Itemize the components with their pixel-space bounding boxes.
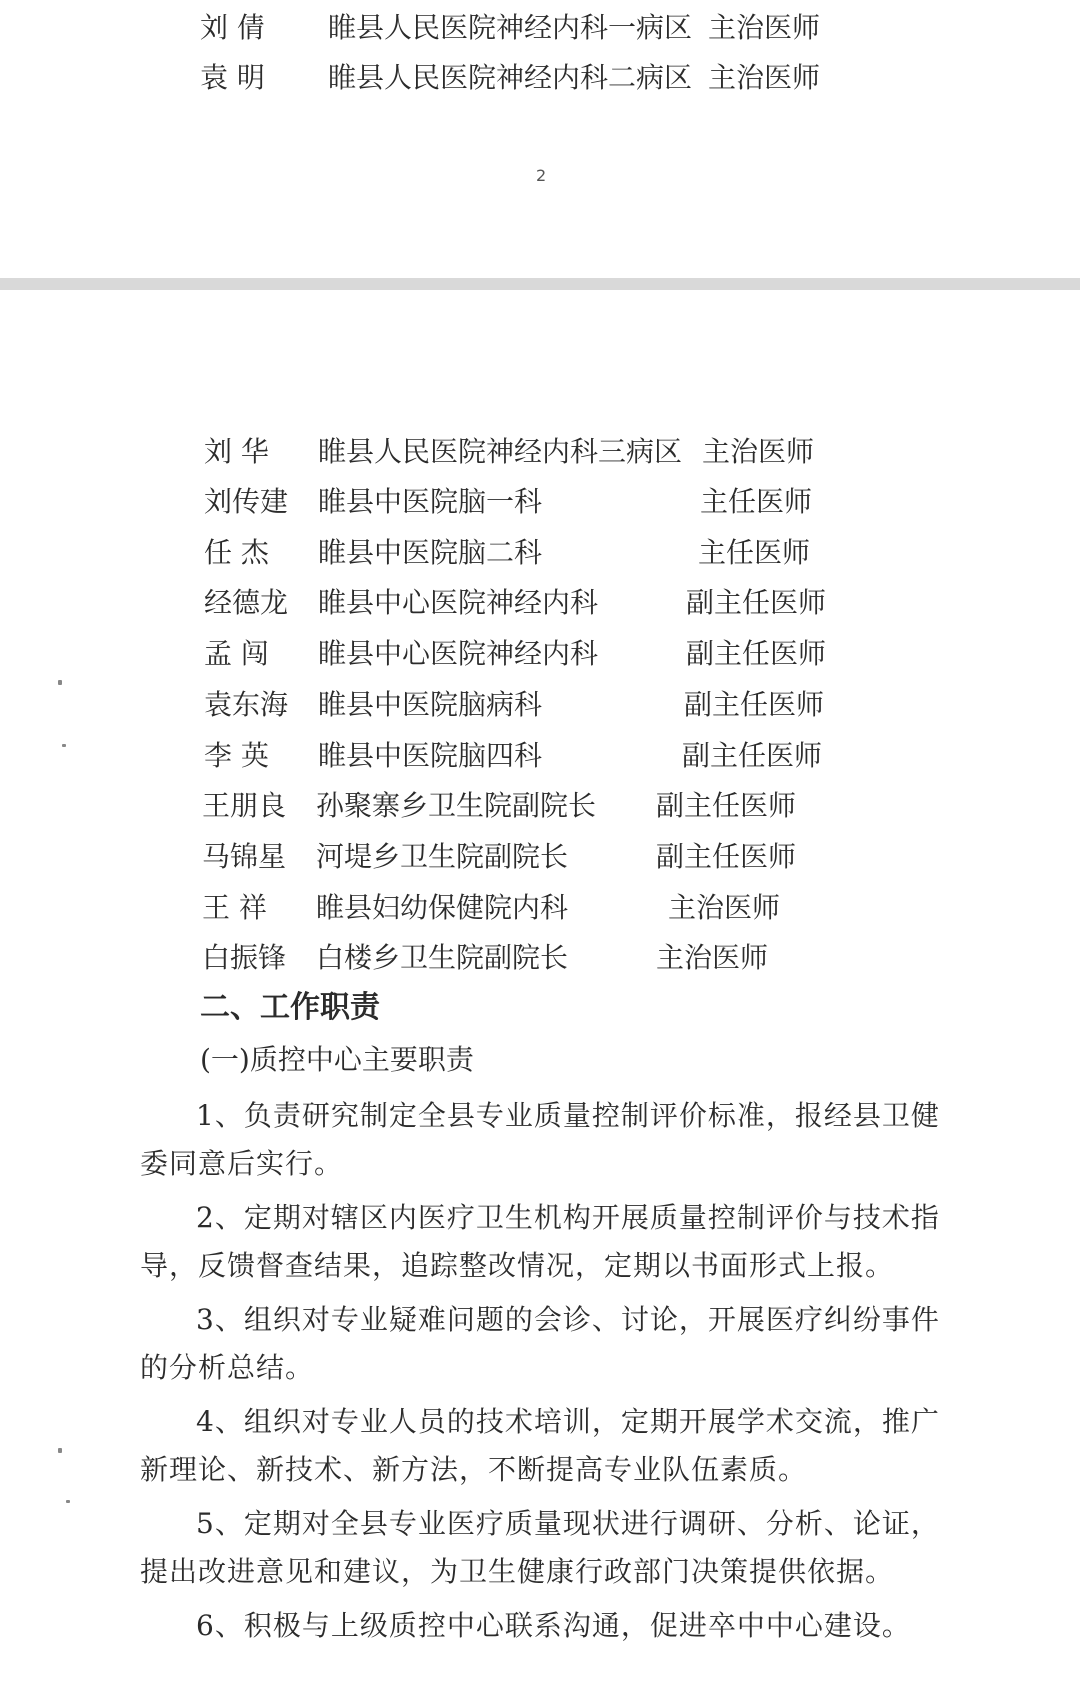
staff-title: 主任医师 xyxy=(698,536,811,569)
staff-title: 主治医师 xyxy=(708,61,821,94)
staff-name: 孟 闯 xyxy=(204,637,269,670)
staff-organization: 白楼乡卫生院副院长 xyxy=(316,941,569,974)
staff-title: 主治医师 xyxy=(656,941,769,974)
staff-organization: 河堤乡卫生院副院长 xyxy=(316,840,569,873)
staff-title: 副主任医师 xyxy=(686,637,827,670)
staff-organization: 孙聚寨乡卫生院副院长 xyxy=(316,789,597,822)
duty-line: 的分析总结。 xyxy=(140,1351,315,1384)
duty-paragraph xyxy=(140,1296,940,1392)
staff-organization: 睢县妇幼保健院内科 xyxy=(316,891,569,924)
staff-name: 任 杰 xyxy=(204,536,269,569)
staff-organization: 睢县人民医院神经内科二病区 xyxy=(328,61,693,94)
staff-title: 副主任医师 xyxy=(684,688,825,721)
duty-paragraph xyxy=(140,1092,940,1188)
staff-title: 主任医师 xyxy=(700,485,813,518)
duty-line: 委同意后实行。 xyxy=(140,1147,344,1180)
duty-line: 新理论、新技术、新方法，不断提高专业队伍素质。 xyxy=(140,1453,808,1486)
staff-title: 主治医师 xyxy=(708,11,821,44)
staff-name: 白振锋 xyxy=(202,941,287,974)
duty-line: 4、组织对专业人员的技术培训，定期开展学术交流，推广 xyxy=(196,1405,940,1438)
scan-speck xyxy=(62,744,66,747)
section-heading: 二、工作职责 xyxy=(200,990,380,1025)
staff-name: 刘传建 xyxy=(204,485,289,518)
staff-name: 刘 华 xyxy=(204,435,269,468)
staff-organization: 睢县中医院脑一科 xyxy=(318,485,543,518)
staff-organization: 睢县中心医院神经内科 xyxy=(318,637,599,670)
staff-title: 副主任医师 xyxy=(656,789,797,822)
staff-title: 副主任医师 xyxy=(682,739,823,772)
staff-name: 刘 倩 xyxy=(200,11,265,44)
staff-name: 王 祥 xyxy=(202,891,267,924)
page-top-fragment xyxy=(0,0,1080,278)
duty-line: 导，反馈督查结果，追踪整改情况，定期以书面形式上报。 xyxy=(140,1249,895,1282)
duty-line: 2、定期对辖区内医疗卫生机构开展质量控制评价与技术指 xyxy=(196,1201,940,1234)
scan-speck xyxy=(58,680,62,685)
staff-name: 王朋良 xyxy=(202,789,287,822)
staff-title: 主治医师 xyxy=(702,435,815,468)
staff-name: 马锦星 xyxy=(202,840,287,873)
staff-title: 主治医师 xyxy=(668,891,781,924)
staff-organization: 睢县人民医院神经内科三病区 xyxy=(318,435,683,468)
scan-speck xyxy=(58,1448,62,1453)
staff-organization: 睢县中医院脑四科 xyxy=(318,739,543,772)
staff-name: 袁 明 xyxy=(200,61,265,94)
staff-organization: 睢县人民医院神经内科一病区 xyxy=(328,11,693,44)
duty-line: 1、负责研究制定全县专业质量控制评价标准，报经县卫健 xyxy=(196,1099,940,1132)
duty-line: 5、定期对全县专业医疗质量现状进行调研、分析、论证， xyxy=(196,1507,940,1540)
duty-paragraph xyxy=(140,1194,940,1290)
staff-name: 袁东海 xyxy=(204,688,289,721)
duty-paragraph xyxy=(140,1398,940,1494)
staff-name: 经德龙 xyxy=(204,586,289,619)
staff-organization: 睢县中心医院神经内科 xyxy=(318,586,599,619)
page-separator xyxy=(0,278,1080,290)
duty-paragraph xyxy=(140,1500,940,1596)
duty-paragraph xyxy=(140,1602,940,1650)
duty-line: 6、积极与上级质控中心联系沟通，促进卒中中心建设。 xyxy=(196,1609,911,1642)
duty-line: 3、组织对专业疑难问题的会诊、讨论，开展医疗纠纷事件 xyxy=(196,1303,940,1336)
staff-name: 李 英 xyxy=(204,739,269,772)
staff-title: 副主任医师 xyxy=(656,840,797,873)
page-number: 2 xyxy=(536,166,547,185)
subsection-heading: (一)质控中心主要职责 xyxy=(200,1043,474,1076)
staff-title: 副主任医师 xyxy=(686,586,827,619)
staff-organization: 睢县中医院脑二科 xyxy=(318,536,543,569)
duty-line: 提出改进意见和建议，为卫生健康行政部门决策提供依据。 xyxy=(140,1555,895,1588)
staff-organization: 睢县中医院脑病科 xyxy=(318,688,543,721)
scan-speck xyxy=(66,1500,70,1503)
